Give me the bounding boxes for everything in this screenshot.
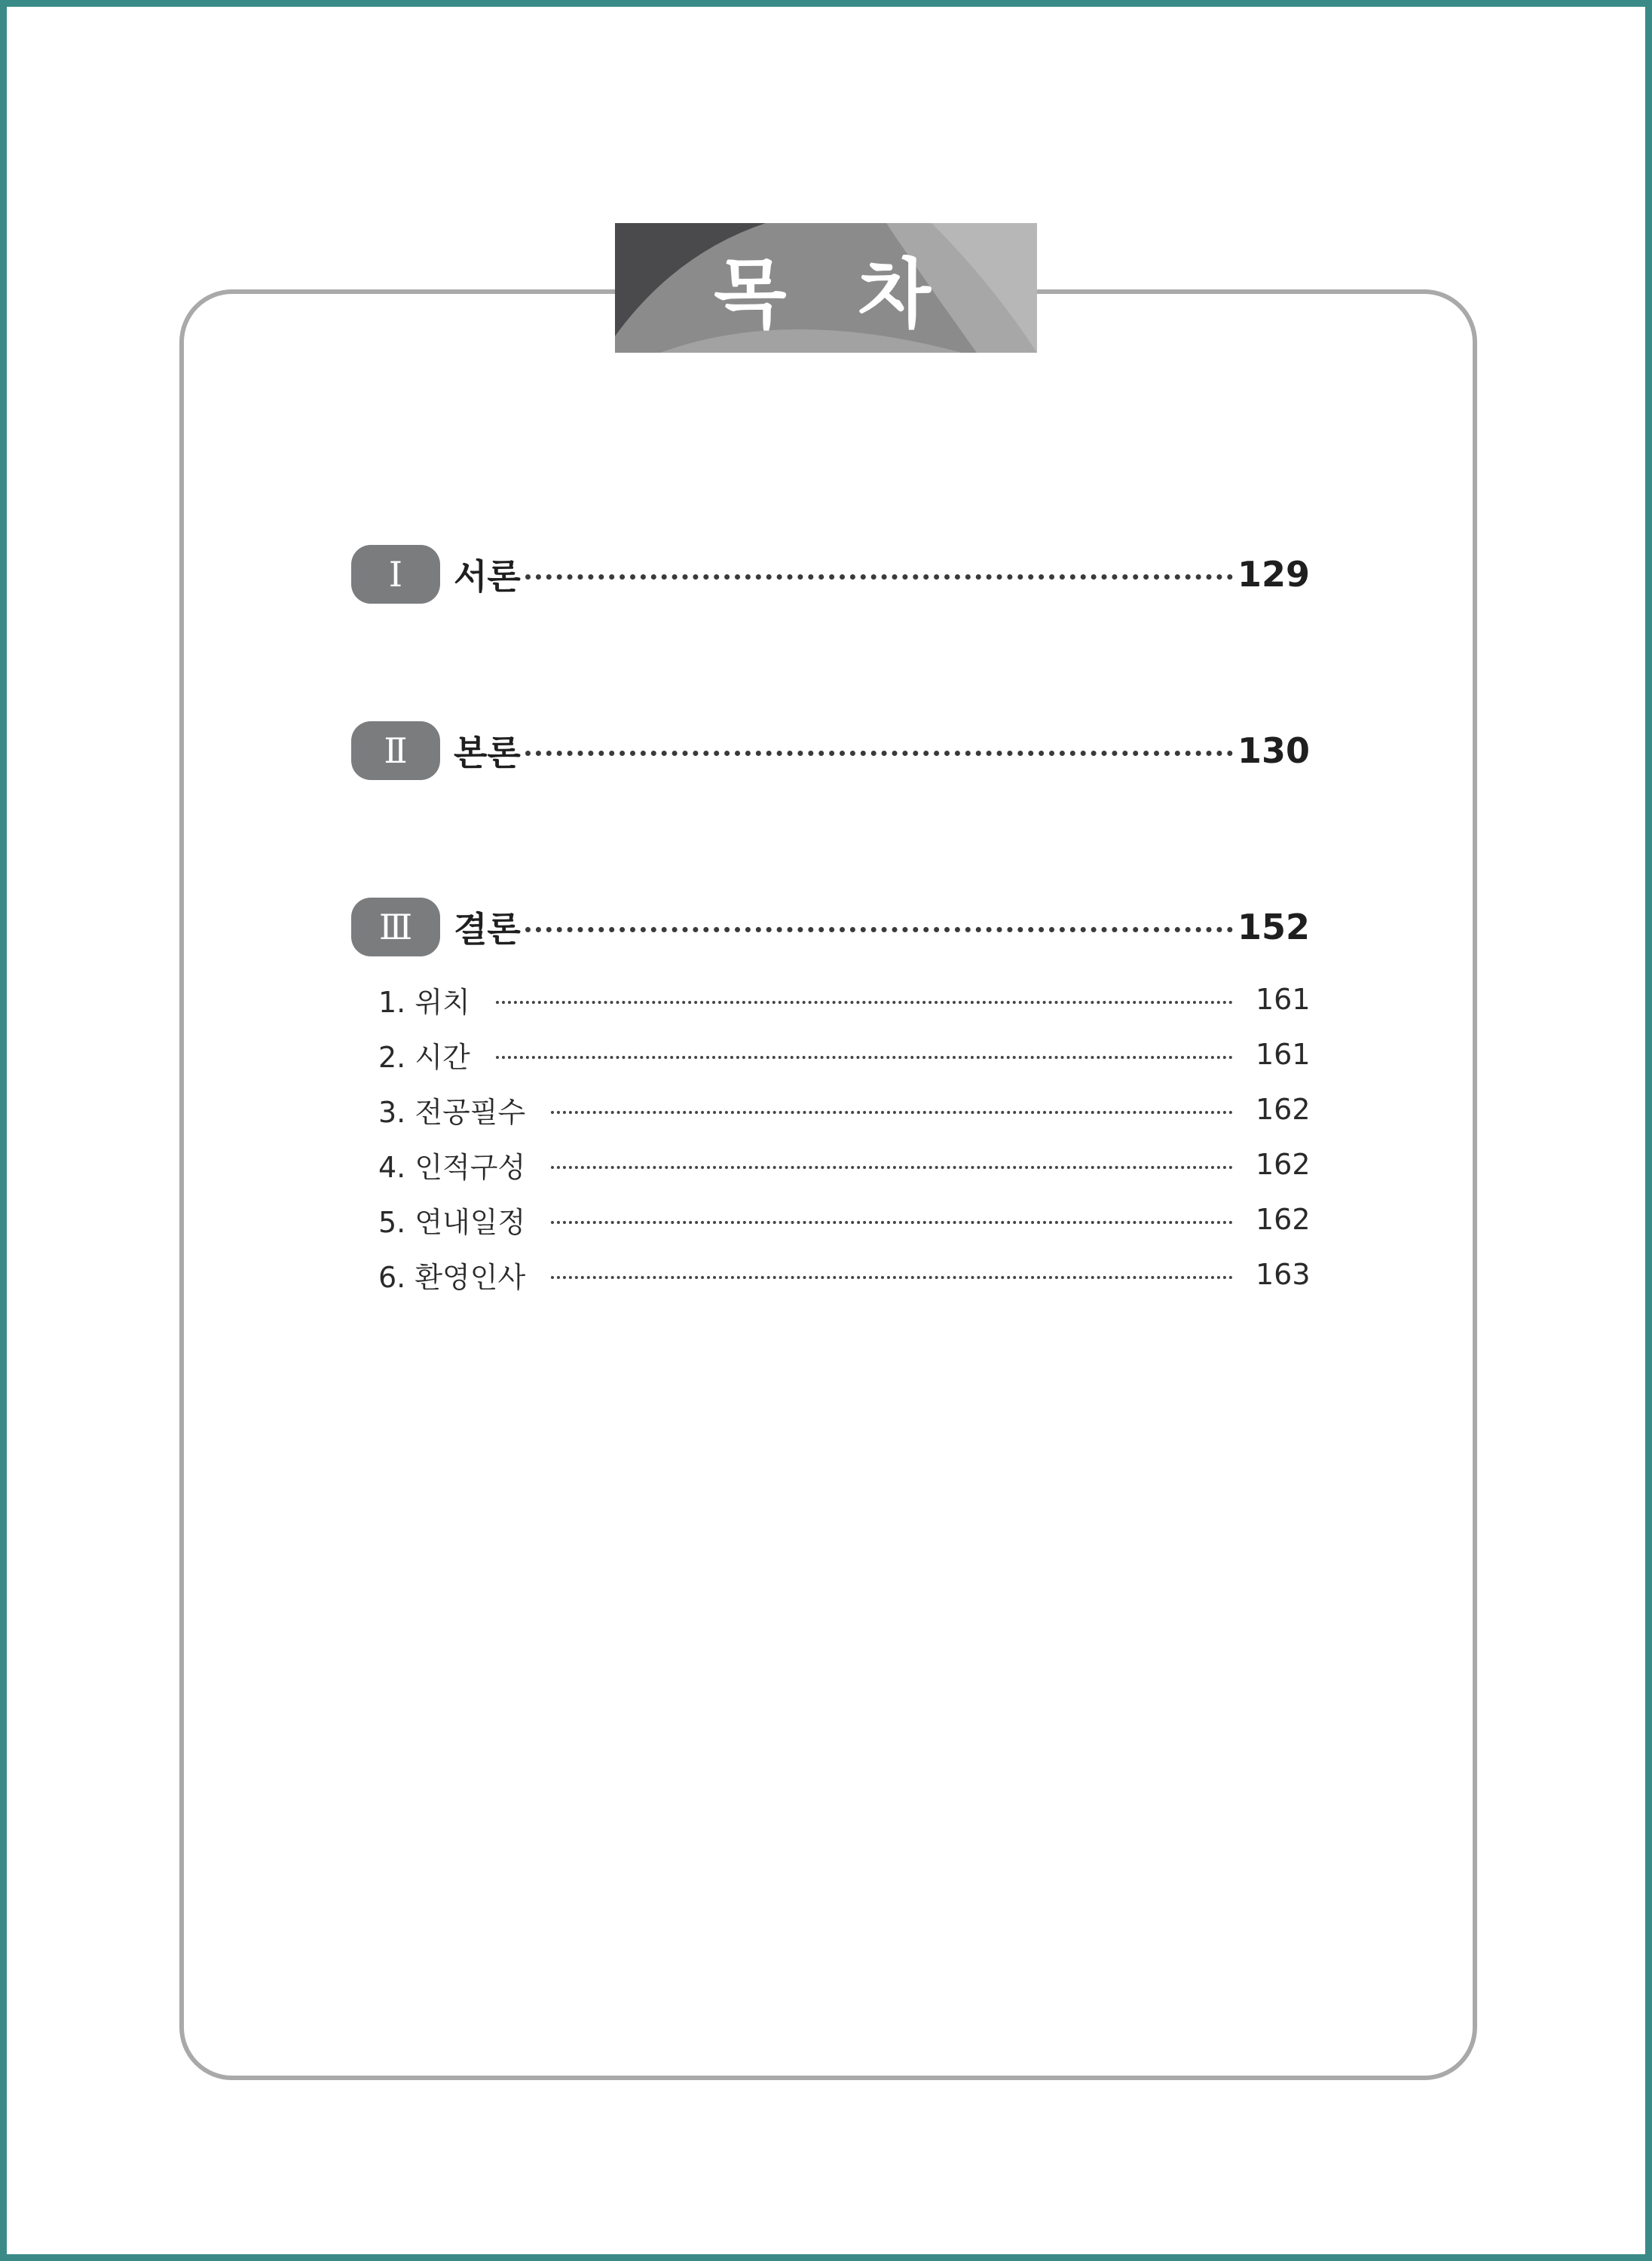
subsection-page-number: 161 xyxy=(1256,1038,1311,1071)
toc-subsection[interactable] xyxy=(378,1252,1311,1297)
subsection-label: 4. 인적구성 xyxy=(378,1150,526,1184)
subsection-page-number: 162 xyxy=(1256,1203,1311,1236)
dot-leader xyxy=(496,1056,1233,1059)
subsection-page-number: 162 xyxy=(1256,1093,1311,1126)
subsection-label: 2. 시간 xyxy=(378,1040,470,1074)
section-title: 서론 xyxy=(454,556,521,597)
dot-leader xyxy=(525,574,1233,580)
section-page-number: 152 xyxy=(1237,907,1310,947)
toc-subsection[interactable] xyxy=(378,1197,1311,1242)
subsection-label: 5. 연내일정 xyxy=(378,1205,526,1239)
section-numeral-badge: Ⅰ xyxy=(351,545,440,604)
section-numeral-badge: Ⅱ xyxy=(351,721,440,780)
toc-subsection[interactable] xyxy=(378,1142,1311,1187)
section-numeral-badge: Ⅲ xyxy=(351,898,440,956)
toc-subsection[interactable] xyxy=(378,977,1311,1022)
subsection-page-number: 162 xyxy=(1256,1148,1311,1181)
dot-leader xyxy=(551,1276,1233,1279)
subsection-label: 6. 환영인사 xyxy=(378,1260,526,1294)
section-title: 결론 xyxy=(454,909,521,950)
subsection-page-number: 163 xyxy=(1256,1258,1311,1291)
dot-leader xyxy=(525,751,1233,756)
dot-leader xyxy=(551,1221,1233,1224)
dot-leader xyxy=(551,1111,1233,1114)
subsection-label: 3. 전공필수 xyxy=(378,1095,526,1129)
title-banner xyxy=(615,223,1037,353)
section-page-number: 129 xyxy=(1237,554,1310,595)
toc-section[interactable] xyxy=(351,721,1310,781)
dot-leader xyxy=(496,1001,1233,1004)
toc-section[interactable] xyxy=(351,897,1310,957)
subsection-label: 1. 위치 xyxy=(378,985,470,1019)
subsection-page-number: 161 xyxy=(1256,983,1311,1016)
toc-subsection[interactable] xyxy=(378,1087,1311,1132)
dot-leader xyxy=(525,927,1233,932)
toc-subsection[interactable] xyxy=(378,1032,1311,1077)
section-title: 본론 xyxy=(454,733,521,773)
toc-section[interactable] xyxy=(351,544,1310,604)
dot-leader xyxy=(551,1166,1233,1169)
section-page-number: 130 xyxy=(1237,730,1310,771)
page-title: 목 차 xyxy=(713,250,953,338)
